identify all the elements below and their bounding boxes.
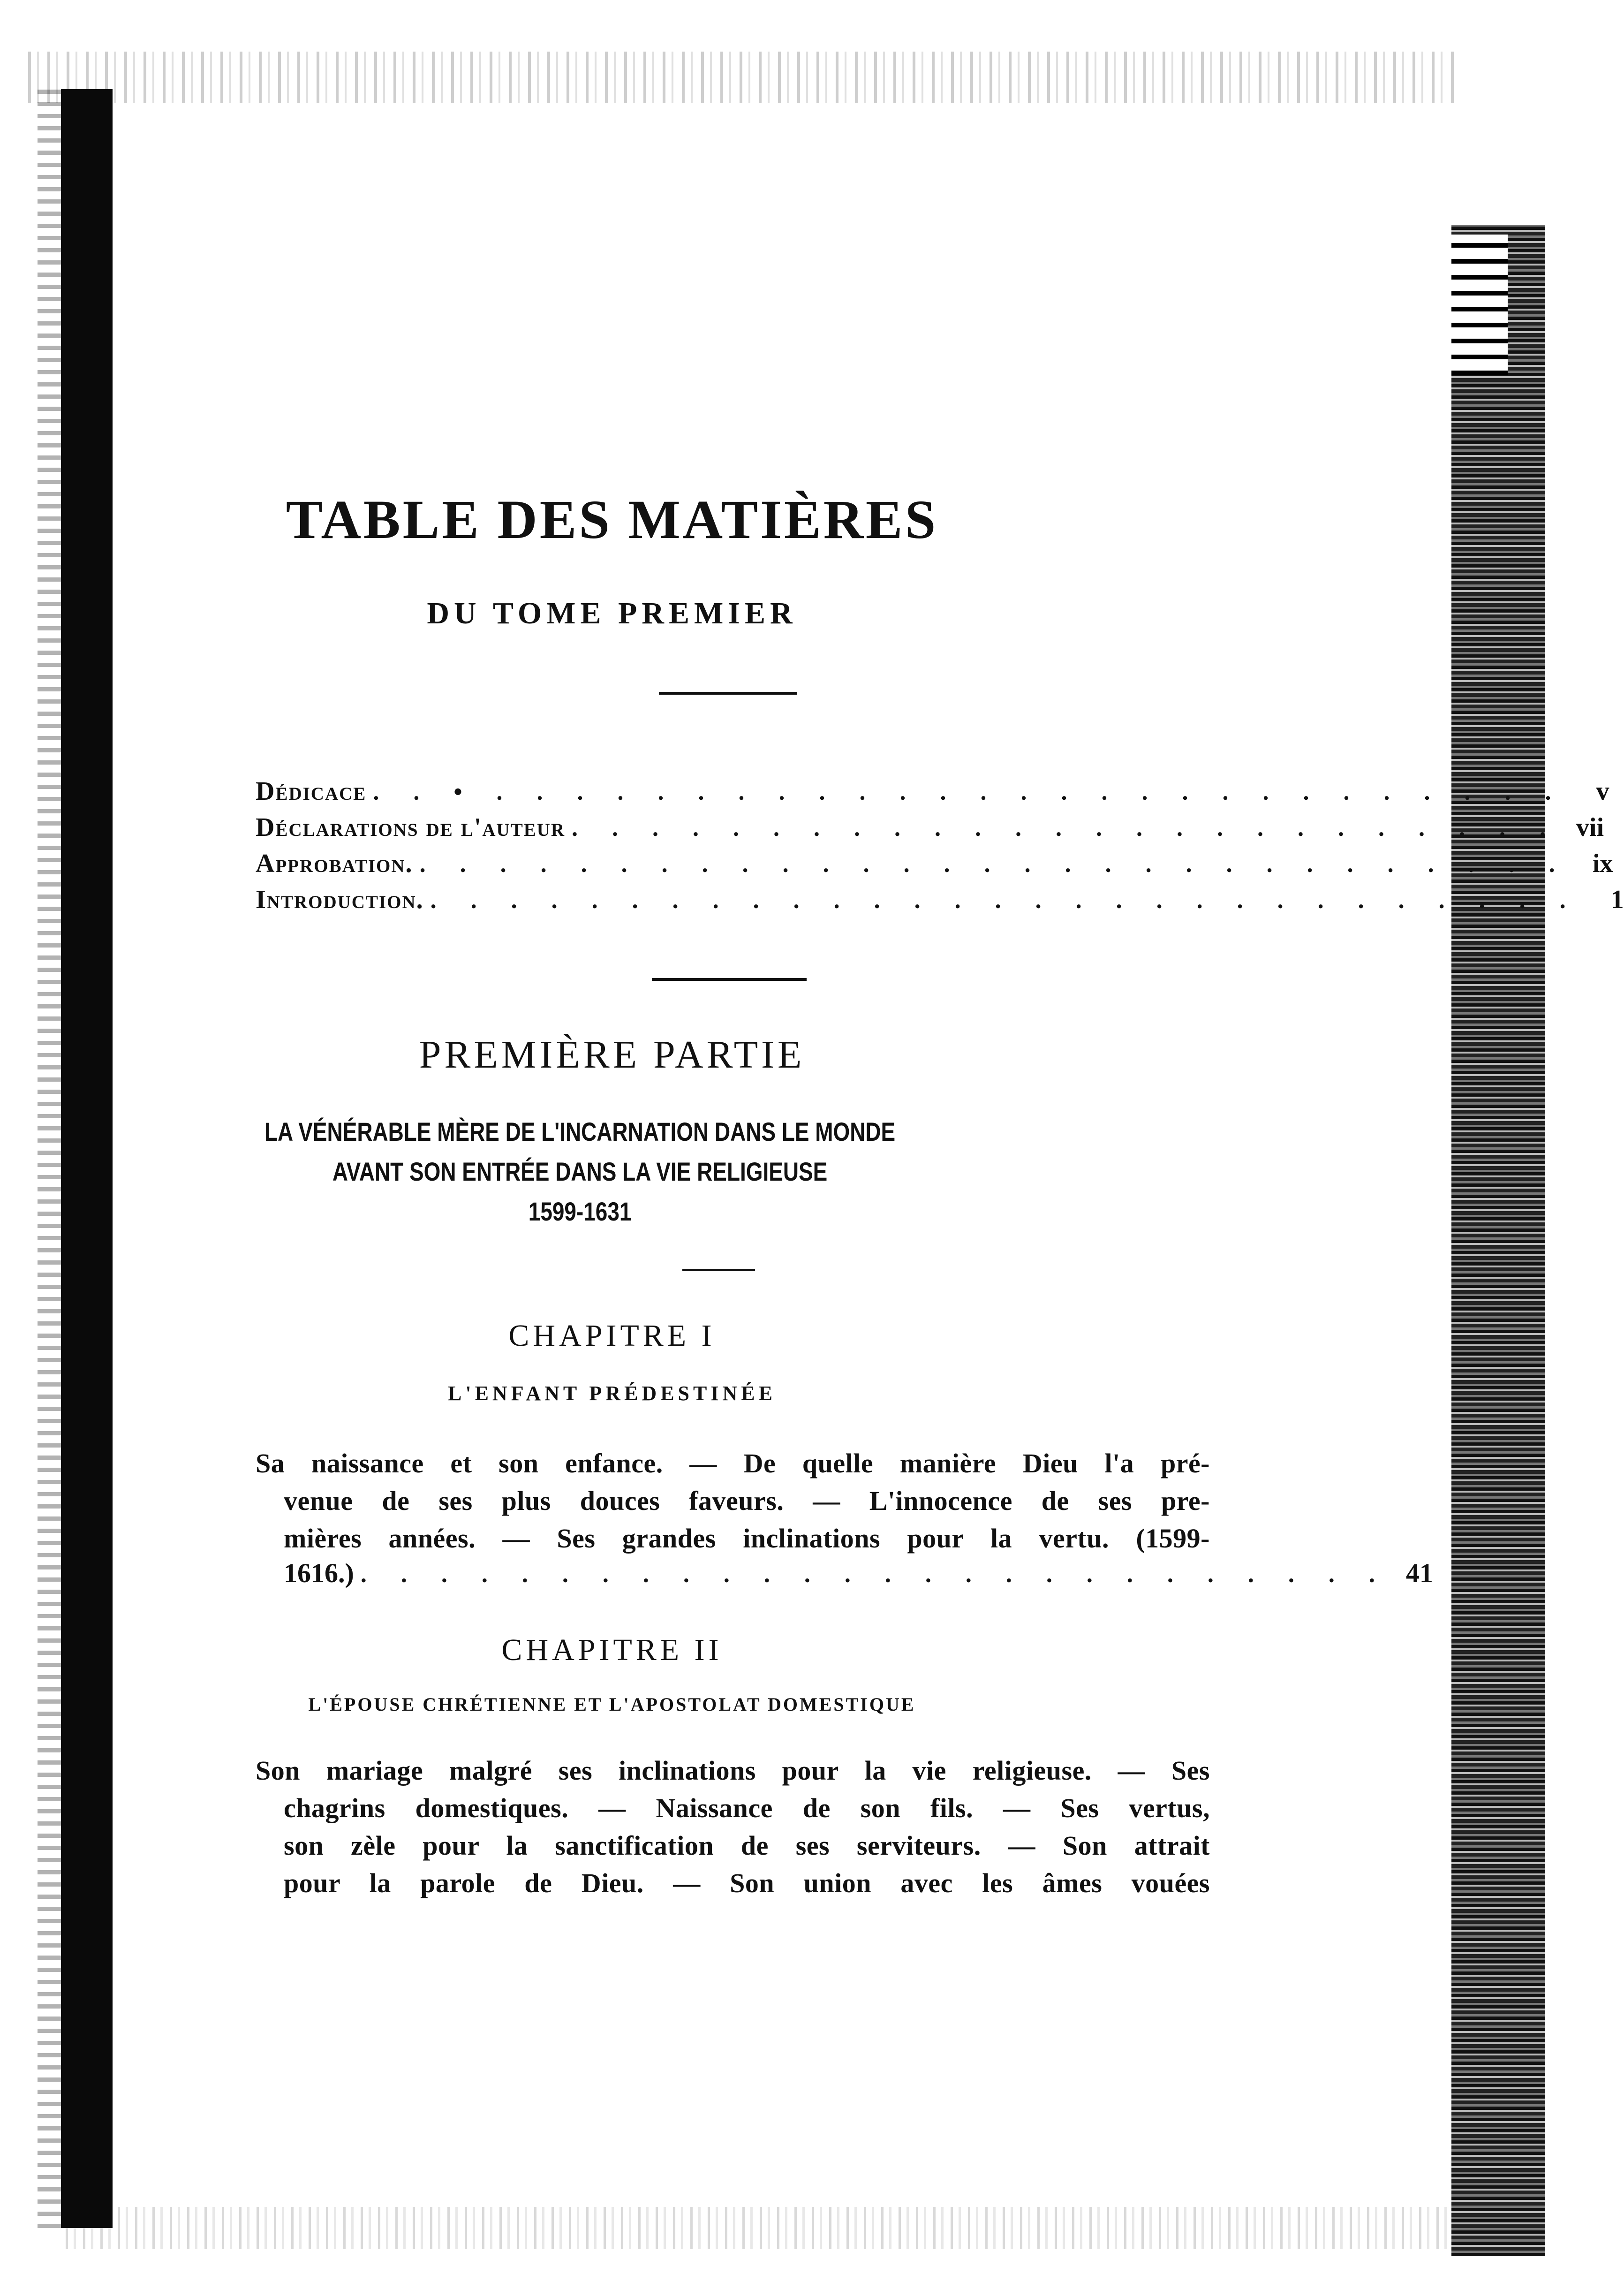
toc-entry-page: 41 — [1405, 1558, 1433, 1588]
section-rule — [652, 978, 807, 981]
summary-line: venue de ses plus douces faveurs. — L'innocence de ses pre- — [284, 1486, 1210, 1516]
toc-leader-dots: . . . . . . . . . . . . . . . . . . . . . . . . . . . . . — [419, 851, 1569, 878]
part-dates: 1599-1631 — [528, 1197, 632, 1226]
toc-leader-dots: . . • . . . . . . . . . . . . . . . . . . . . . . . . . . . — [373, 779, 1565, 805]
toc-entry-label: Dédicace — [256, 777, 367, 806]
toc-leader-dots: . . . . . . . . . . . . . . . . . . . . . . . . . . — [360, 1561, 1389, 1588]
toc-entry-page: ix — [1593, 849, 1613, 878]
toc-leader-dots: . . . . . . . . . . . . . . . . . . . . . . . . . — [572, 815, 1560, 842]
toc-entry-page: vii — [1576, 813, 1604, 842]
toc-leader-dots: . . . . . . . . . . . . . . . . . . . . . . . . . . . . . — [430, 887, 1580, 914]
chapter-title: CHAPITRE I — [508, 1319, 716, 1353]
section-rule — [682, 1269, 755, 1271]
toc-entry-page: v — [1596, 777, 1609, 806]
toc-entry-page: 1 — [1610, 885, 1624, 914]
chapter-title: CHAPITRE II — [501, 1633, 723, 1667]
part-subtitle-line: LA VÉNÉRABLE MÈRE DE L'INCARNATION DANS LE MONDE — [264, 1117, 896, 1146]
toc-entry — [256, 849, 1613, 885]
chapter-summary — [256, 1752, 1210, 1902]
part-title: PREMIÈRE PARTIE — [419, 1033, 805, 1077]
front-matter-toc — [256, 776, 1624, 921]
toc-entry — [284, 1557, 1433, 1589]
summary-line: son zèle pour la sanctification de ses serviteurs. — Son attrait — [284, 1830, 1210, 1861]
chapter-subtitle: L'ENFANT PRÉDESTINÉE — [448, 1382, 776, 1405]
page-title: TABLE DES MATIÈRES — [286, 489, 938, 550]
toc-entry-label: Déclarations de l'auteur — [256, 813, 566, 842]
toc-entry-label: Approbation. — [256, 849, 413, 878]
summary-line: chagrins domestiques. — Naissance de son fils. — Ses vertus, — [284, 1793, 1210, 1823]
summary-line: pour la parole de Dieu. — Son union avec les âmes vouées — [284, 1868, 1210, 1898]
section-rule — [659, 692, 797, 695]
summary-line: 1616.) — [284, 1558, 354, 1588]
page-subtitle: DU TOME PREMIER — [427, 596, 797, 630]
toc-entry — [256, 812, 1604, 849]
part-subtitle-line: AVANT SON ENTRÉE DANS LA VIE RELIGIEUSE — [332, 1157, 828, 1186]
summary-line: Sa naissance et son enfance. — De quelle manière Dieu l'a pré- — [256, 1448, 1210, 1478]
summary-line: Son mariage malgré ses inclinations pour la vie religieuse. — Ses — [256, 1755, 1210, 1786]
toc-entry — [256, 776, 1609, 812]
summary-line: mières années. — Ses grandes inclinations pour la vertu. (1599- — [284, 1523, 1210, 1554]
chapter-subtitle: L'ÉPOUSE CHRÉTIENNE ET L'APOSTOLAT DOMESTIQUE — [308, 1694, 916, 1715]
toc-entry — [256, 885, 1624, 921]
toc-entry-label: Introduction. — [256, 885, 424, 914]
chapter-summary — [256, 1445, 1210, 1557]
